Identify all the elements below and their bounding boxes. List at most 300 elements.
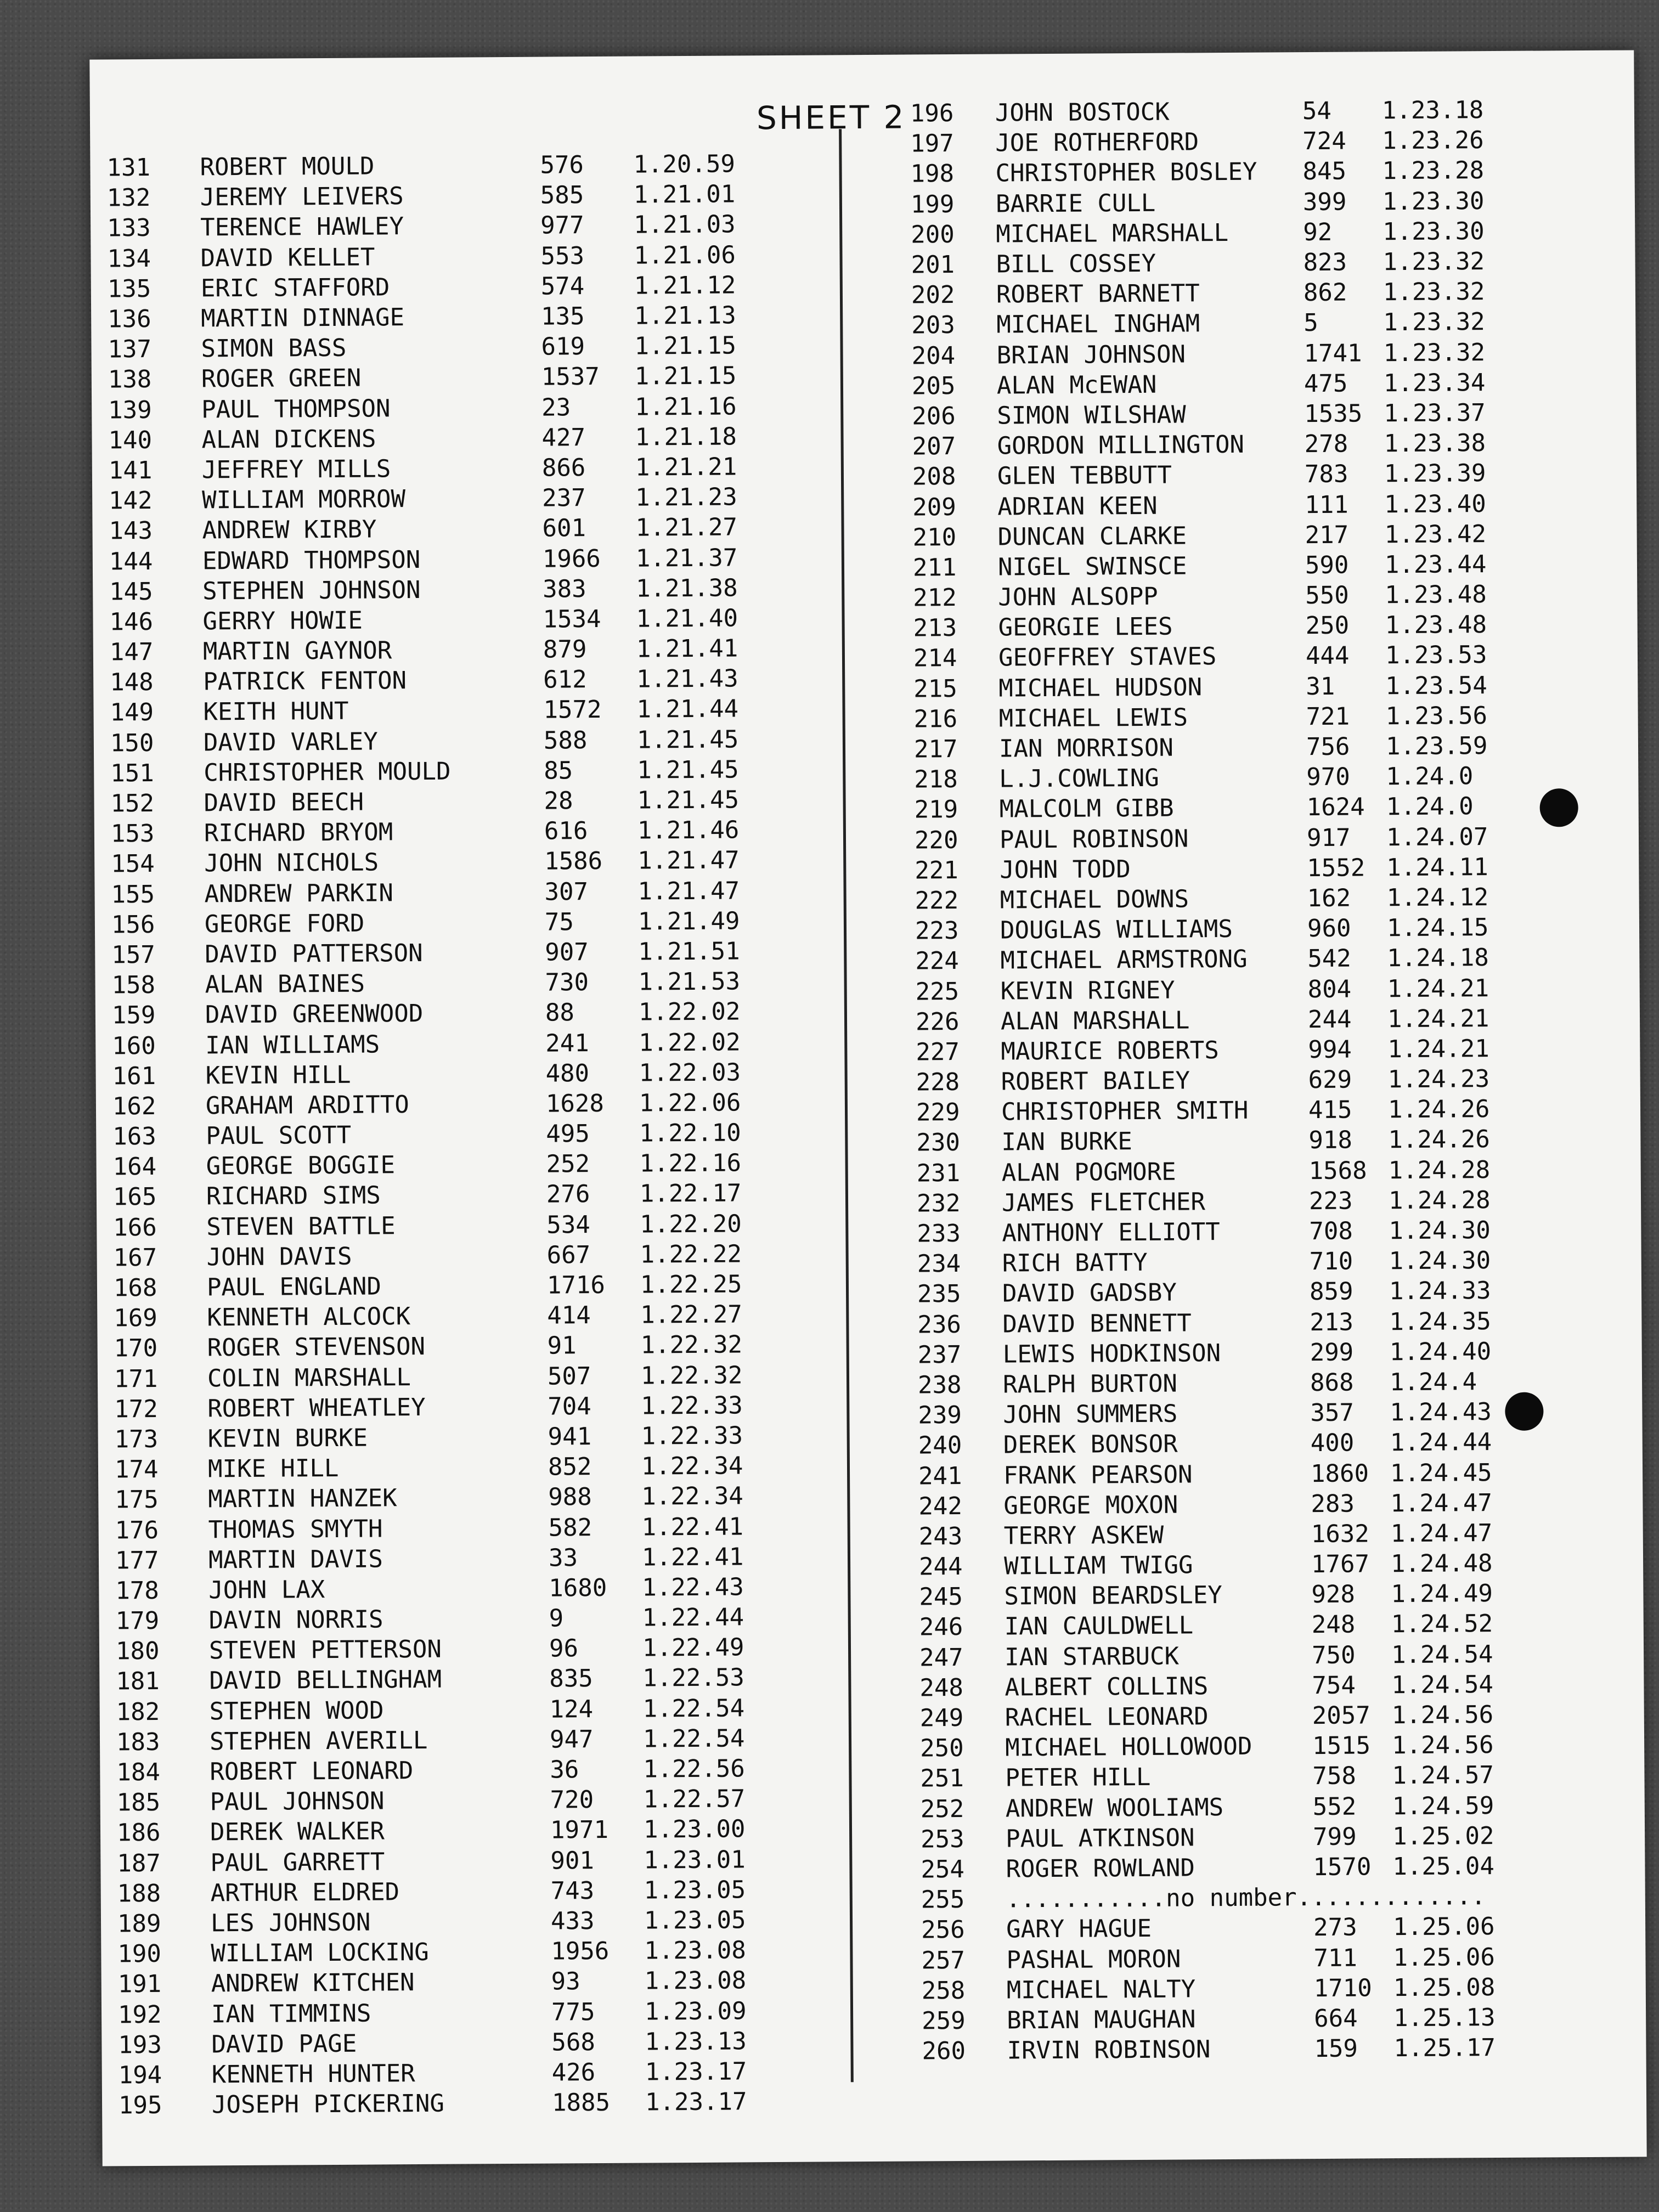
race-number-cell: 237 bbox=[542, 484, 586, 512]
position-cell: 184 bbox=[116, 1758, 161, 1787]
position-cell: 236 bbox=[917, 1310, 962, 1339]
result-row bbox=[117, 1935, 831, 1970]
finish-time-cell: 1.21.23 bbox=[635, 483, 737, 512]
race-number-cell: 754 bbox=[1312, 1671, 1356, 1700]
finish-time-cell: 1.23.32 bbox=[1383, 278, 1485, 307]
race-number-cell: 1860 bbox=[1310, 1459, 1369, 1488]
runner-name-cell: GEORGE FORD bbox=[204, 909, 365, 939]
finish-time-cell: 1.23.32 bbox=[1383, 338, 1486, 367]
finish-time-cell: 1.20.59 bbox=[633, 150, 736, 179]
runner-name-cell: IAN WILLIAMS bbox=[205, 1030, 380, 1059]
position-cell: 175 bbox=[115, 1486, 159, 1514]
result-row bbox=[117, 1874, 831, 1909]
runner-name-cell: LEWIS HODKINSON bbox=[1002, 1339, 1221, 1369]
runner-name-cell: DAVID PATTERSON bbox=[205, 939, 423, 969]
result-row bbox=[108, 269, 821, 304]
position-cell: 220 bbox=[914, 826, 958, 855]
result-row bbox=[110, 724, 823, 758]
result-row bbox=[911, 336, 1608, 371]
position-cell: 207 bbox=[912, 432, 956, 461]
race-number-cell: 750 bbox=[1311, 1641, 1356, 1669]
result-row bbox=[912, 458, 1609, 492]
runner-name-cell: TERENCE HAWLEY bbox=[200, 212, 404, 242]
runner-name-cell: IAN CAULDWELL bbox=[1004, 1611, 1194, 1641]
race-number-cell: 383 bbox=[543, 574, 586, 603]
runner-name-cell: GEORGE MOXON bbox=[1003, 1491, 1178, 1520]
finish-time-cell: 1.23.32 bbox=[1383, 247, 1485, 276]
runner-name-cell: ARTHUR ELDRED bbox=[210, 1878, 400, 1908]
result-row bbox=[108, 391, 821, 425]
finish-time-cell: 1.23.28 bbox=[1382, 156, 1485, 185]
finish-time-cell: 1.24.0 bbox=[1386, 762, 1474, 791]
position-cell: 231 bbox=[916, 1159, 961, 1188]
finish-time-cell: 1.24.21 bbox=[1387, 1034, 1489, 1064]
race-number-cell: 1632 bbox=[1311, 1520, 1369, 1548]
position-cell: 149 bbox=[110, 698, 154, 727]
finish-time-cell: 1.24.18 bbox=[1387, 944, 1489, 973]
race-number-cell: 1956 bbox=[551, 1937, 610, 1966]
position-cell: 186 bbox=[116, 1819, 161, 1847]
result-row bbox=[114, 1359, 827, 1394]
race-number-cell: 1680 bbox=[549, 1573, 607, 1602]
runner-name-cell: WILLIAM LOCKING bbox=[211, 1938, 429, 1968]
finish-time-cell: 1.24.30 bbox=[1389, 1216, 1491, 1245]
runner-name-cell: ANDREW KIRBY bbox=[202, 515, 377, 545]
race-number-cell: 601 bbox=[542, 514, 586, 543]
position-cell: 131 bbox=[106, 154, 151, 182]
runner-name-cell: WILLIAM MORROW bbox=[202, 485, 406, 515]
race-number-cell: 612 bbox=[543, 665, 587, 694]
finish-time-cell: 1.25.06 bbox=[1393, 1943, 1496, 1972]
result-row bbox=[109, 482, 822, 516]
runner-name-cell: JEFFREY MILLS bbox=[201, 455, 391, 484]
position-cell: 192 bbox=[117, 2000, 162, 2029]
finish-time-cell: 1.22.56 bbox=[643, 1754, 745, 1784]
race-number-cell: 495 bbox=[546, 1120, 590, 1148]
finish-time-cell: 1.21.13 bbox=[634, 301, 736, 330]
result-row bbox=[117, 1844, 830, 1878]
runner-name-cell: JOHN BOSTOCK bbox=[995, 98, 1170, 127]
race-number-cell: 823 bbox=[1303, 248, 1347, 277]
finish-time-cell: 1.24.26 bbox=[1388, 1125, 1490, 1154]
runner-name-cell: GORDON MILLINGTON bbox=[997, 430, 1245, 460]
race-number-cell: 1716 bbox=[546, 1271, 606, 1300]
race-number-cell: 743 bbox=[550, 1876, 595, 1905]
result-row bbox=[111, 905, 825, 940]
position-cell: 174 bbox=[114, 1455, 159, 1484]
result-row bbox=[922, 1971, 1618, 2006]
finish-time-cell: 1.24.23 bbox=[1387, 1065, 1490, 1094]
position-cell: 143 bbox=[109, 517, 153, 545]
race-number-cell: 399 bbox=[1302, 188, 1347, 216]
race-number-cell: 124 bbox=[549, 1695, 594, 1724]
runner-name-cell: MICHAEL HUDSON bbox=[998, 673, 1203, 703]
race-number-cell: 947 bbox=[549, 1725, 594, 1754]
runner-name-cell: KEVIN RIGNEY bbox=[1000, 976, 1175, 1006]
finish-time-cell: 1.22.53 bbox=[642, 1663, 744, 1692]
runner-name-cell: KEITH HUNT bbox=[203, 697, 349, 726]
position-cell: 259 bbox=[922, 2006, 966, 2035]
sheet-title: SHEET 2 bbox=[756, 98, 906, 137]
result-row bbox=[919, 1608, 1616, 1643]
race-number-cell: 1767 bbox=[1311, 1550, 1370, 1579]
race-number-cell: 1535 bbox=[1304, 399, 1363, 428]
runner-name-cell: RACHEL LEONARD bbox=[1005, 1702, 1209, 1732]
runner-name-cell: DAVID BENNETT bbox=[1002, 1309, 1192, 1339]
result-row bbox=[118, 1965, 831, 2000]
result-row bbox=[116, 1662, 829, 1697]
result-row bbox=[111, 815, 824, 849]
race-number-cell: 859 bbox=[1309, 1278, 1353, 1306]
position-cell: 196 bbox=[910, 99, 954, 128]
result-row bbox=[115, 1511, 828, 1545]
race-number-cell: 710 bbox=[1309, 1247, 1353, 1276]
result-row bbox=[114, 1299, 827, 1334]
position-cell: 191 bbox=[117, 1970, 162, 1999]
position-cell: 177 bbox=[115, 1546, 159, 1575]
race-number-cell: 2057 bbox=[1312, 1701, 1370, 1730]
finish-time-cell: 1.21.53 bbox=[638, 967, 741, 996]
race-number-cell: 720 bbox=[550, 1786, 594, 1814]
runner-name-cell: IAN BURKE bbox=[1001, 1127, 1132, 1156]
result-row bbox=[112, 1026, 825, 1061]
finish-time-cell: 1.23.48 bbox=[1385, 580, 1487, 610]
result-row bbox=[917, 1305, 1614, 1340]
runner-name-cell: KEVIN BURKE bbox=[207, 1424, 368, 1453]
position-cell: 141 bbox=[108, 456, 153, 485]
result-row bbox=[115, 1451, 828, 1485]
race-number-cell: 775 bbox=[551, 1997, 595, 2027]
runner-name-cell: ROBERT BARNETT bbox=[996, 279, 1200, 309]
position-cell: 194 bbox=[118, 2061, 162, 2090]
result-row bbox=[110, 663, 823, 698]
finish-time-cell: 1.21.01 bbox=[633, 180, 736, 209]
position-cell: 245 bbox=[919, 1583, 963, 1611]
finish-time-cell: 1.21.41 bbox=[636, 634, 738, 663]
finish-time-cell: 1.21.38 bbox=[636, 574, 738, 603]
position-cell: 162 bbox=[112, 1092, 156, 1121]
position-cell: 204 bbox=[911, 341, 956, 370]
position-cell: 170 bbox=[114, 1334, 158, 1363]
position-cell: 206 bbox=[912, 402, 956, 431]
finish-time-cell: 1.25.04 bbox=[1392, 1852, 1495, 1881]
right-results-column bbox=[910, 94, 1619, 2067]
result-row bbox=[915, 882, 1612, 916]
position-cell: 138 bbox=[108, 365, 152, 394]
race-number-cell: 799 bbox=[1312, 1822, 1357, 1851]
result-row bbox=[913, 639, 1610, 674]
runner-name-cell: CHRISTOPHER MOULD bbox=[204, 757, 451, 787]
position-cell: 168 bbox=[113, 1273, 157, 1302]
race-number-cell: 33 bbox=[548, 1543, 578, 1572]
result-row bbox=[912, 366, 1609, 401]
race-number-cell: 629 bbox=[1308, 1065, 1352, 1094]
finish-time-cell: 1.21.21 bbox=[635, 453, 737, 482]
race-number-cell: 907 bbox=[545, 938, 589, 967]
position-cell: 223 bbox=[915, 917, 959, 945]
race-number-cell: 918 bbox=[1308, 1126, 1353, 1155]
result-row bbox=[118, 1995, 831, 2030]
column-divider bbox=[839, 129, 854, 2082]
result-row bbox=[110, 754, 823, 788]
race-number-cell: 444 bbox=[1305, 642, 1350, 670]
position-cell: 137 bbox=[108, 335, 152, 364]
position-cell: 219 bbox=[914, 795, 958, 824]
race-number-cell: 414 bbox=[547, 1301, 591, 1330]
runner-name-cell: CHRISTOPHER SMITH bbox=[1001, 1097, 1249, 1126]
race-number-cell: 1515 bbox=[1312, 1731, 1371, 1760]
finish-time-cell: 1.24.56 bbox=[1391, 1701, 1494, 1730]
result-row bbox=[113, 1178, 826, 1212]
race-number-cell: 704 bbox=[548, 1392, 591, 1421]
finish-time-cell: 1.23.17 bbox=[645, 2057, 747, 2086]
runner-name-cell: ...........no number............. bbox=[1006, 1882, 1486, 1914]
finish-time-cell: 1.23.39 bbox=[1384, 459, 1486, 488]
finish-time-cell: 1.21.45 bbox=[636, 725, 739, 754]
finish-time-cell: 1.23.18 bbox=[1381, 96, 1484, 125]
runner-name-cell: STEPHEN AVERILL bbox=[209, 1726, 428, 1756]
finish-time-cell: 1.23.00 bbox=[643, 1815, 746, 1844]
runner-name-cell: ANTHONY ELLIOTT bbox=[1002, 1218, 1220, 1248]
result-row bbox=[106, 149, 820, 183]
runner-name-cell: PAUL ENGLAND bbox=[206, 1272, 382, 1302]
result-row bbox=[916, 1063, 1613, 1098]
finish-time-cell: 1.23.09 bbox=[644, 1996, 747, 2026]
runner-name-cell: EDWARD THOMPSON bbox=[202, 545, 421, 575]
result-row bbox=[115, 1571, 828, 1606]
runner-name-cell: ANDREW KITCHEN bbox=[211, 1968, 415, 1998]
runner-name-cell: ALAN McEWAN bbox=[996, 370, 1157, 400]
race-number-cell: 276 bbox=[546, 1180, 590, 1209]
position-cell: 133 bbox=[107, 214, 151, 242]
result-row bbox=[117, 1904, 831, 1939]
race-number-cell: 730 bbox=[545, 968, 589, 997]
result-row bbox=[116, 1601, 829, 1636]
runner-name-cell: ROGER ROWLAND bbox=[1006, 1854, 1195, 1883]
finish-time-cell: 1.23.17 bbox=[645, 2087, 747, 2117]
left-results-column bbox=[106, 149, 832, 2121]
result-row bbox=[111, 875, 824, 910]
finish-time-cell: 1.22.34 bbox=[641, 1482, 743, 1511]
finish-time-cell: 1.22.33 bbox=[641, 1421, 743, 1451]
race-number-cell: 868 bbox=[1310, 1368, 1354, 1397]
position-cell: 248 bbox=[919, 1673, 964, 1702]
finish-time-cell: 1.23.38 bbox=[1384, 429, 1486, 458]
finish-time-cell: 1.24.40 bbox=[1389, 1337, 1492, 1366]
position-cell: 203 bbox=[911, 311, 955, 340]
race-number-cell: 994 bbox=[1308, 1035, 1352, 1064]
result-row bbox=[112, 1148, 826, 1182]
race-number-cell: 23 bbox=[541, 393, 571, 422]
result-row bbox=[918, 1487, 1615, 1521]
runner-name-cell: DAVID BELLINGHAM bbox=[209, 1666, 442, 1695]
position-cell: 215 bbox=[913, 674, 957, 703]
punch-hole bbox=[1539, 788, 1578, 827]
race-number-cell: 241 bbox=[545, 1029, 589, 1058]
runner-name-cell: DAVIN NORRIS bbox=[208, 1605, 383, 1635]
finish-time-cell: 1.22.32 bbox=[640, 1330, 743, 1359]
finish-time-cell: 1.22.32 bbox=[640, 1361, 743, 1390]
runner-name-cell: THOMAS SMYTH bbox=[208, 1514, 383, 1544]
position-cell: 234 bbox=[917, 1250, 961, 1278]
runner-name-cell: BARRIE CULL bbox=[995, 189, 1156, 218]
finish-time-cell: 1.22.20 bbox=[640, 1210, 742, 1239]
result-row bbox=[918, 1426, 1615, 1461]
position-cell: 229 bbox=[916, 1098, 960, 1127]
race-number-cell: 159 bbox=[1314, 2034, 1358, 2063]
race-number-cell: 1624 bbox=[1306, 793, 1365, 822]
result-row bbox=[109, 602, 822, 637]
result-row bbox=[913, 669, 1610, 704]
race-number-cell: 307 bbox=[544, 877, 589, 906]
position-cell: 156 bbox=[111, 910, 155, 939]
finish-time-cell: 1.24.15 bbox=[1386, 913, 1489, 943]
runner-name-cell: JOHN NICHOLS bbox=[204, 848, 379, 878]
runner-name-cell: TERRY ASKEW bbox=[1003, 1521, 1164, 1550]
result-row bbox=[913, 609, 1610, 644]
result-row bbox=[921, 1820, 1617, 1854]
runner-name-cell: MICHAEL MARSHALL bbox=[996, 218, 1229, 249]
position-cell: 146 bbox=[109, 607, 154, 636]
race-number-cell: 248 bbox=[1311, 1611, 1356, 1639]
race-number-cell: 213 bbox=[1310, 1308, 1354, 1336]
runner-name-cell: ROBERT WHEATLEY bbox=[207, 1393, 426, 1423]
finish-time-cell: 1.21.47 bbox=[637, 846, 740, 875]
position-cell: 212 bbox=[913, 584, 957, 612]
finish-time-cell: 1.25.17 bbox=[1393, 2034, 1496, 2063]
runner-name-cell: ERIC STAFFORD bbox=[200, 273, 390, 303]
result-row bbox=[115, 1481, 828, 1515]
position-cell: 132 bbox=[106, 184, 151, 212]
race-number-cell: 93 bbox=[551, 1967, 580, 1996]
race-number-cell: 664 bbox=[1313, 2004, 1358, 2033]
result-row bbox=[114, 1268, 827, 1303]
finish-time-cell: 1.21.45 bbox=[637, 755, 739, 785]
finish-time-cell: 1.22.57 bbox=[643, 1785, 746, 1814]
race-number-cell: 1710 bbox=[1313, 1974, 1372, 2002]
result-row bbox=[109, 572, 822, 607]
position-cell: 226 bbox=[915, 1007, 960, 1036]
result-row bbox=[912, 518, 1609, 552]
finish-time-cell: 1.21.18 bbox=[635, 422, 737, 452]
finish-time-cell: 1.23.13 bbox=[645, 2027, 747, 2056]
finish-time-cell: 1.23.37 bbox=[1384, 399, 1486, 428]
finish-time-cell: 1.25.13 bbox=[1393, 2003, 1496, 2033]
position-cell: 224 bbox=[915, 947, 960, 975]
position-cell: 152 bbox=[110, 789, 155, 818]
race-number-cell: 28 bbox=[544, 787, 573, 815]
finish-time-cell: 1.22.41 bbox=[641, 1543, 744, 1572]
result-row bbox=[914, 760, 1611, 795]
race-number-cell: 278 bbox=[1304, 430, 1348, 459]
runner-name-cell: RALPH BURTON bbox=[1002, 1369, 1178, 1399]
runner-name-cell: GEOFFREY STAVES bbox=[998, 642, 1217, 673]
finish-time-cell: 1.21.47 bbox=[637, 877, 740, 906]
finish-time-cell: 1.24.30 bbox=[1389, 1246, 1491, 1276]
race-number-cell: 96 bbox=[549, 1634, 579, 1663]
result-row bbox=[922, 2032, 1618, 2067]
finish-time-cell: 1.22.06 bbox=[639, 1088, 741, 1118]
position-cell: 153 bbox=[110, 820, 155, 848]
position-cell: 188 bbox=[117, 1879, 161, 1908]
race-number-cell: 804 bbox=[1307, 975, 1352, 1003]
runner-name-cell: SIMON BASS bbox=[201, 334, 347, 363]
race-number-cell: 852 bbox=[548, 1453, 592, 1481]
runner-name-cell: FRANK PEARSON bbox=[1003, 1460, 1193, 1490]
race-number-cell: 758 bbox=[1312, 1762, 1357, 1791]
runner-name-cell: RICHARD BRYOM bbox=[204, 818, 393, 848]
runner-name-cell: JOHN ALSOPP bbox=[998, 582, 1158, 612]
finish-time-cell: 1.23.08 bbox=[644, 1966, 747, 1995]
finish-time-cell: 1.24.47 bbox=[1390, 1519, 1493, 1548]
position-cell: 227 bbox=[916, 1037, 960, 1066]
position-cell: 244 bbox=[918, 1553, 963, 1581]
race-number-cell: 357 bbox=[1310, 1398, 1355, 1427]
runner-name-cell: STEVEN BATTLE bbox=[206, 1211, 396, 1242]
finish-time-cell: 1.24.28 bbox=[1388, 1155, 1491, 1184]
position-cell: 135 bbox=[107, 274, 151, 303]
finish-time-cell: 1.25.08 bbox=[1393, 1973, 1496, 2002]
position-cell: 165 bbox=[112, 1183, 157, 1211]
race-number-cell: 36 bbox=[550, 1756, 579, 1784]
result-row bbox=[107, 209, 820, 244]
runner-name-cell: MICHAEL NALTY bbox=[1006, 1975, 1196, 2005]
finish-time-cell: 1.22.16 bbox=[639, 1149, 742, 1178]
finish-time-cell: 1.22.41 bbox=[641, 1512, 744, 1542]
position-cell: 158 bbox=[111, 971, 156, 1000]
position-cell: 258 bbox=[921, 1976, 966, 2005]
position-cell: 182 bbox=[116, 1697, 160, 1726]
position-cell: 181 bbox=[116, 1667, 160, 1696]
runner-name-cell: DEREK WALKER bbox=[210, 1817, 385, 1847]
position-cell: 201 bbox=[911, 251, 955, 279]
race-number-cell: 568 bbox=[551, 2028, 596, 2057]
position-cell: 163 bbox=[112, 1122, 156, 1151]
result-row bbox=[913, 579, 1610, 613]
runner-name-cell: MARTIN HANZEK bbox=[208, 1484, 397, 1514]
finish-time-cell: 1.22.22 bbox=[640, 1240, 742, 1269]
runner-name-cell: MICHAEL DOWNS bbox=[1000, 885, 1189, 915]
runner-name-cell: KEVIN HILL bbox=[205, 1060, 351, 1090]
position-cell: 169 bbox=[114, 1304, 157, 1333]
runner-name-cell: IAN TIMMINS bbox=[211, 1999, 371, 2028]
finish-time-cell: 1.23.40 bbox=[1384, 489, 1486, 518]
results-sheet bbox=[89, 50, 1646, 2166]
result-row bbox=[110, 633, 823, 667]
position-cell: 179 bbox=[115, 1607, 160, 1635]
position-cell: 214 bbox=[913, 644, 957, 673]
result-row bbox=[918, 1366, 1615, 1401]
runner-name-cell: BILL COSSEY bbox=[996, 249, 1156, 279]
position-cell: 157 bbox=[111, 940, 155, 969]
position-cell: 210 bbox=[912, 523, 957, 552]
result-row bbox=[108, 330, 821, 365]
result-row bbox=[916, 1002, 1612, 1037]
race-number-cell: 988 bbox=[548, 1483, 592, 1511]
result-row bbox=[117, 1784, 830, 1818]
finish-time-cell: 1.24.54 bbox=[1391, 1640, 1493, 1669]
race-number-cell: 835 bbox=[549, 1664, 593, 1694]
result-row bbox=[109, 451, 822, 486]
race-number-cell: 252 bbox=[546, 1150, 590, 1178]
runner-name-cell: PASHAL MORON bbox=[1006, 1945, 1181, 1974]
race-number-cell: 433 bbox=[550, 1907, 595, 1936]
finish-time-cell: 1.23.01 bbox=[644, 1845, 746, 1875]
runner-name-cell: COLIN MARSHALL bbox=[207, 1363, 411, 1392]
result-row bbox=[921, 1790, 1617, 1824]
race-number-cell: 941 bbox=[548, 1423, 592, 1451]
race-number-cell: 590 bbox=[1305, 551, 1349, 580]
